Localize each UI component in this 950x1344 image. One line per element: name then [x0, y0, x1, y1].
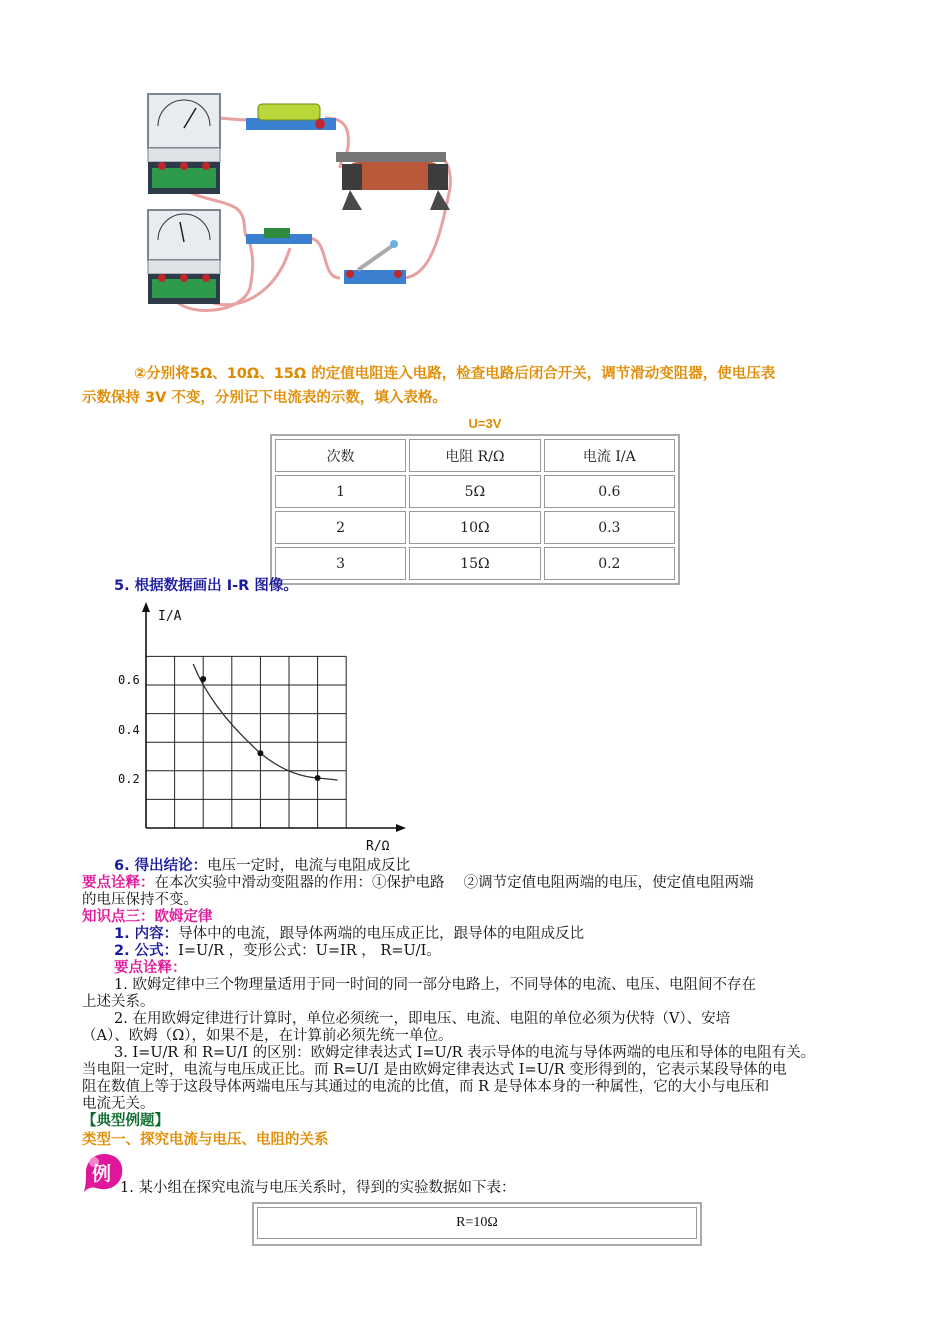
voltage-current-table: [252, 1202, 702, 1246]
ohm-p3-line3: 阻在数值上等于这段导体两端电压与其通过的电流的比值，而 R 是导体本身的一种属性，它的大小与电压和: [82, 1079, 770, 1095]
ohm-formula-text: I=U/R ，变形公式：U=IR ， R=U/I。: [178, 943, 441, 959]
table-header-cell: 电流 I/A: [544, 439, 675, 472]
examples-heading: 【典型例题】: [82, 1113, 169, 1129]
ohm-p1-line2: 上述关系。: [82, 994, 155, 1010]
chart-grid: [146, 656, 346, 828]
table-header-cell: 次数: [275, 439, 406, 472]
data-point: [315, 775, 321, 781]
table-row: [275, 547, 675, 580]
ohm-content-text: 导体中的电流，跟导体两端的电压成正比，跟导体的电阻成反比: [178, 926, 585, 942]
table-cell: 15Ω: [409, 547, 541, 580]
table-cell: 5Ω: [409, 475, 541, 508]
table-header-row: [275, 439, 675, 472]
y-tick-label: 0.2: [118, 772, 140, 786]
voltmeter-icon: [148, 210, 220, 304]
table-cell: 2: [275, 511, 406, 544]
y-tick-label: 0.6: [118, 673, 140, 687]
ohm-p2-line1: 2. 在用欧姆定律进行计算时，单位必须统一，即电压、电流、电阻的单位必须为伏特（V）、安培: [114, 1011, 731, 1027]
current-resistance-table: [270, 434, 680, 585]
data-curve: [193, 664, 337, 780]
rheostat-icon: [336, 152, 450, 210]
table-cell: 0.2: [544, 547, 675, 580]
step2-line1: ②分别将5Ω、10Ω、15Ω 的定值电阻连入电路，检查电路后闭合开关，调节滑动变阻器，使电压表: [134, 366, 776, 382]
ir-chart-svg: [110, 600, 420, 856]
notes1-label: 要点诠释：: [82, 875, 155, 891]
table-cell: 3: [275, 547, 406, 580]
ir-chart: [110, 600, 420, 856]
x-axis-label: R/Ω: [366, 839, 390, 854]
y-axis-arrow: [142, 602, 150, 612]
y-tick-label: 0.4: [118, 723, 140, 737]
switch-icon: [344, 240, 406, 284]
table-cell: 0.3: [544, 511, 675, 544]
notes1-line2: 的电压保持不变。: [82, 892, 198, 908]
ohm-content-label: 1. 内容：: [114, 926, 179, 942]
table1-caption: U=3V: [468, 416, 502, 431]
ammeter-icon: [148, 94, 220, 194]
data-point: [200, 676, 206, 682]
conclusion-text: 电压一定时，电流与电阻成反比: [207, 858, 411, 874]
ohm-content: [114, 926, 904, 943]
ohm-p3-line1: 3. I=U/R 和 R=U/I 的区别：欧姆定律表达式 I=U/R 表示导体的电流与导体两端的电压和导体的电阻有关。: [114, 1045, 816, 1061]
notes1-text1: 在本次实验中滑动变阻器的作用：①保护电路 ②调节定值电阻两端的电压，使定值电阻两端: [154, 875, 754, 891]
ohm-p1-line1: 1. 欧姆定律中三个物理量适用于同一时间的同一部分电路上，不同导体的电流、电压、电阻间不存在: [114, 977, 756, 993]
ohm-heading: 知识点三：欧姆定律: [82, 909, 213, 925]
example-badge-text: 例: [92, 1163, 112, 1185]
table-cell: 1: [275, 475, 406, 508]
ohm-p3-line2: 当电阻一定时，电流与电压成正比。而 R=U/I 是由欧姆定律表达式 I=U/R 变形得到的，它表示某段导体的电: [82, 1062, 787, 1078]
x-axis-arrow: [396, 824, 406, 832]
resistor-icon: [246, 228, 312, 244]
ohm-p2-line2: （A）、欧姆（Ω），如果不是，在计算前必须先统一单位。: [82, 1028, 453, 1044]
examples-type1: 类型一、探究电流与电压、电阻的关系: [82, 1132, 329, 1148]
ohm-p3-line4: 电流无关。: [82, 1096, 155, 1112]
ohm-notes-label: 要点诠释：: [114, 960, 187, 976]
conclusion-line: [114, 858, 904, 875]
table-cell: 0.6: [544, 475, 675, 508]
step5-heading: 5. 根据数据画出 I-R 图像。: [114, 578, 298, 594]
battery-icon: [246, 104, 336, 130]
circuit-illustration: [140, 88, 470, 324]
table-row: [275, 511, 675, 544]
table2-header: R=10Ω: [257, 1207, 697, 1239]
table-row: [275, 475, 675, 508]
notes1-line1: [82, 875, 872, 892]
ohm-formula: [114, 943, 904, 960]
table-header-cell: 电阻 R/Ω: [409, 439, 541, 472]
data-point: [257, 750, 263, 756]
step2-line2: 示数保持 3V 不变，分别记下电流表的示数，填入表格。: [82, 390, 447, 406]
example-q1: 1. 某小组在探究电流与电压关系时，得到的实验数据如下表：: [120, 1180, 516, 1196]
ohm-formula-label: 2. 公式：: [114, 943, 179, 959]
table-cell: 10Ω: [409, 511, 541, 544]
y-axis-label: I/A: [158, 609, 182, 624]
conclusion-label: 6. 得出结论：: [114, 858, 208, 874]
